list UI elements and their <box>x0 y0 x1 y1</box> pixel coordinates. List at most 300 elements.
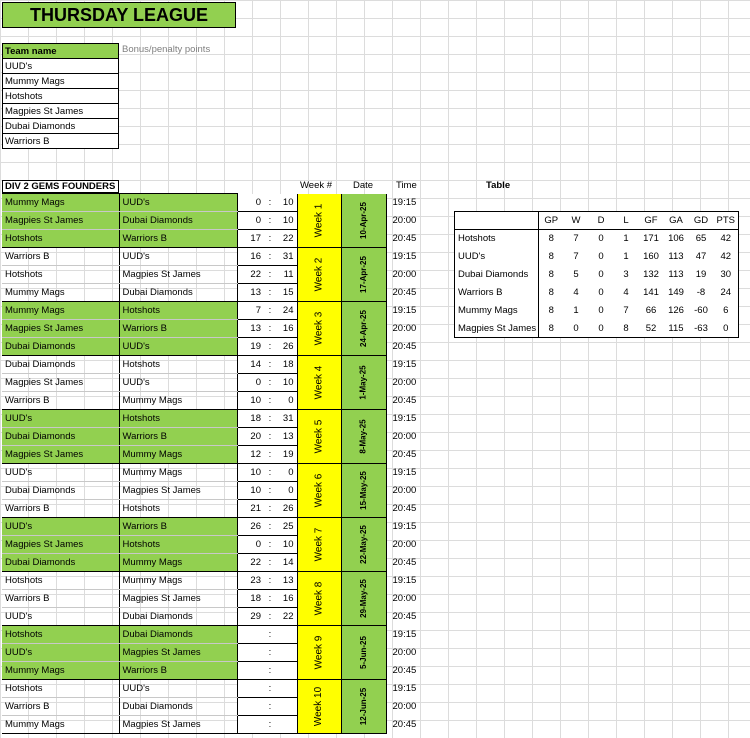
standings-value-cell[interactable]: 7 <box>573 251 579 262</box>
team-row <box>3 59 119 74</box>
standings-row <box>455 266 739 284</box>
home-score-cell[interactable]: 10 <box>237 482 265 500</box>
score-separator: : <box>265 590 275 608</box>
fixture-row <box>2 302 436 320</box>
standings-value-cell[interactable]: 0 <box>598 233 604 245</box>
away-score-cell[interactable]: 22 <box>275 608 297 626</box>
fixture-row <box>2 194 436 212</box>
week-number-cell[interactable] <box>297 626 341 680</box>
away-score-cell[interactable]: 19 <box>275 446 297 464</box>
match-time-cell[interactable]: 20:45 <box>392 287 417 298</box>
away-team-cell[interactable]: Magpies St James <box>119 716 237 734</box>
standings-value-cell[interactable]: 8 <box>548 251 554 262</box>
standings-value-cell[interactable]: 149 <box>668 287 684 298</box>
standings-value-cell[interactable]: 65 <box>695 233 707 245</box>
standings-value-cell[interactable]: 1 <box>573 305 579 316</box>
match-time-cell[interactable]: 20:00 <box>392 377 417 388</box>
standings-value-cell[interactable]: 8 <box>623 322 629 334</box>
home-score-cell[interactable]: 26 <box>237 518 265 536</box>
away-team-cell[interactable]: Magpies St James <box>119 590 237 608</box>
home-score-cell[interactable]: 23 <box>237 572 265 590</box>
away-score-cell[interactable]: 15 <box>275 284 297 302</box>
standings-row <box>455 320 739 338</box>
away-team-cell[interactable]: Hotshots <box>119 302 237 320</box>
away-score-cell[interactable]: 26 <box>275 500 297 518</box>
standings-value-cell[interactable]: 7 <box>573 233 579 245</box>
home-score-cell[interactable] <box>237 662 265 680</box>
away-team-cell[interactable]: UUD's <box>119 338 237 356</box>
home-team-cell[interactable]: UUD's <box>2 518 119 536</box>
score-separator: : <box>265 518 275 536</box>
standings-value-cell[interactable]: 1 <box>623 233 629 245</box>
team-list-header: Team name <box>3 44 119 59</box>
match-time-cell[interactable]: 19:15 <box>392 683 417 694</box>
standings-value-cell[interactable]: 8 <box>548 269 554 280</box>
home-score-cell[interactable]: 10 <box>237 392 265 410</box>
away-team-cell[interactable]: Warriors B <box>119 518 237 536</box>
home-score-cell[interactable] <box>237 698 265 716</box>
away-score-cell[interactable] <box>275 626 297 644</box>
away-score-cell[interactable]: 13 <box>275 572 297 590</box>
fixtures-grid <box>2 193 436 734</box>
standings-column-header: GA <box>664 212 689 230</box>
score-separator: : <box>265 554 275 572</box>
score-separator: : <box>265 644 275 662</box>
team-row <box>3 89 119 104</box>
date-label: 24-Apr-25 <box>359 310 368 347</box>
standings-value-cell[interactable]: 24 <box>720 287 732 298</box>
score-separator: : <box>265 284 275 302</box>
away-team-cell[interactable]: Dubai Diamonds <box>119 284 237 302</box>
standings-value-cell[interactable]: 42 <box>720 233 732 245</box>
away-score-cell[interactable]: 11 <box>275 266 297 284</box>
home-team-cell[interactable]: Warriors B <box>2 500 119 518</box>
away-team-cell[interactable]: Hotshots <box>119 356 237 374</box>
match-time-cell[interactable]: 19:15 <box>392 305 417 316</box>
date-label: 29-May-25 <box>359 579 368 618</box>
score-separator: : <box>265 464 275 482</box>
home-score-cell[interactable]: 20 <box>237 428 265 446</box>
away-score-cell[interactable] <box>275 716 297 734</box>
standings-value-cell[interactable]: 0 <box>598 305 604 316</box>
score-separator: : <box>265 374 275 392</box>
standings-value-cell[interactable]: 171 <box>643 233 659 245</box>
away-team-cell[interactable]: Dubai Diamonds <box>119 626 237 644</box>
home-team-cell[interactable]: Warriors B <box>2 248 119 266</box>
standings-value-cell[interactable]: 0 <box>573 322 579 334</box>
home-team-cell[interactable]: Dubai Diamonds <box>2 356 119 374</box>
standings-value-cell[interactable]: 6 <box>723 305 729 316</box>
standings-value-cell[interactable]: 126 <box>668 305 684 316</box>
home-score-cell[interactable]: 16 <box>237 248 265 266</box>
standings-value-cell[interactable]: 0 <box>598 251 604 262</box>
week-number-cell[interactable] <box>297 464 341 518</box>
score-separator: : <box>265 716 275 734</box>
match-date-cell[interactable] <box>341 194 386 248</box>
match-time-cell[interactable]: 19:15 <box>392 629 417 640</box>
home-score-cell[interactable]: 17 <box>237 230 265 248</box>
home-team-cell[interactable]: Mummy Mags <box>2 662 119 680</box>
match-time-cell[interactable]: 20:45 <box>392 611 417 622</box>
home-team-cell[interactable]: Warriors B <box>2 392 119 410</box>
score-separator: : <box>265 698 275 716</box>
match-date-cell[interactable] <box>341 248 386 302</box>
match-time-cell[interactable]: 19:15 <box>392 251 417 262</box>
away-team-cell[interactable]: Mummy Mags <box>119 464 237 482</box>
score-separator: : <box>265 608 275 626</box>
match-time-cell[interactable]: 19:15 <box>392 521 417 532</box>
away-score-cell[interactable]: 25 <box>275 518 297 536</box>
fixture-row <box>2 356 436 374</box>
home-score-cell[interactable]: 10 <box>237 464 265 482</box>
home-score-cell[interactable] <box>237 680 265 698</box>
match-time-cell[interactable]: 20:00 <box>392 485 417 496</box>
match-date-cell[interactable] <box>341 302 386 356</box>
away-score-cell[interactable]: 10 <box>275 536 297 554</box>
home-team-cell[interactable]: Mummy Mags <box>2 716 119 734</box>
team-row <box>3 119 119 134</box>
away-score-cell[interactable]: 31 <box>275 410 297 428</box>
fixture-row <box>2 626 436 644</box>
away-team-cell[interactable]: Magpies St James <box>119 482 237 500</box>
standings-value-cell[interactable]: 106 <box>668 233 684 245</box>
home-team-cell[interactable]: Hotshots <box>2 572 119 590</box>
match-time-cell[interactable]: 20:45 <box>392 449 417 460</box>
away-score-cell[interactable] <box>275 680 297 698</box>
score-separator: : <box>265 320 275 338</box>
match-time-cell[interactable]: 20:00 <box>392 539 417 550</box>
away-team-cell[interactable]: Magpies St James <box>119 644 237 662</box>
standings-column-header: GF <box>639 212 664 230</box>
home-team-cell[interactable]: Dubai Diamonds <box>2 554 119 572</box>
week-number-cell[interactable] <box>297 248 341 302</box>
standings-row <box>455 284 739 302</box>
week-number-cell[interactable] <box>297 302 341 356</box>
week-number-cell[interactable] <box>297 680 341 734</box>
standings-value-cell[interactable]: -63 <box>694 322 708 334</box>
score-separator: : <box>265 356 275 374</box>
home-team-cell[interactable]: UUD's <box>2 464 119 482</box>
away-score-cell[interactable]: 13 <box>275 428 297 446</box>
match-date-cell[interactable] <box>341 464 386 518</box>
standings-value-cell[interactable]: -8 <box>696 287 706 298</box>
team-name-cell[interactable]: Hotshots <box>3 89 119 104</box>
date-label: 17-Apr-25 <box>359 256 368 293</box>
standings-team-cell[interactable]: Hotshots <box>455 230 539 248</box>
away-score-cell[interactable] <box>275 662 297 680</box>
away-team-cell[interactable]: Hotshots <box>119 410 237 428</box>
home-team-cell[interactable]: Mummy Mags <box>2 302 119 320</box>
standings-value-cell[interactable]: 66 <box>645 305 657 316</box>
week-label: Week 9 <box>313 635 325 670</box>
standings-value-cell[interactable]: 115 <box>668 322 684 334</box>
away-score-cell[interactable] <box>275 644 297 662</box>
away-score-cell[interactable]: 24 <box>275 302 297 320</box>
time-column-header: Time <box>396 180 417 191</box>
match-time-cell[interactable]: 20:45 <box>392 503 417 514</box>
home-team-cell[interactable]: Hotshots <box>2 230 119 248</box>
standings-value-cell[interactable]: 0 <box>598 287 604 298</box>
away-team-cell[interactable]: Dubai Diamonds <box>119 698 237 716</box>
date-column-header: Date <box>353 180 374 191</box>
match-time-cell[interactable]: 19:15 <box>392 413 417 424</box>
home-score-cell[interactable]: 12 <box>237 446 265 464</box>
standings-value-cell[interactable]: 42 <box>720 251 732 262</box>
match-time-cell[interactable]: 20:00 <box>392 431 417 442</box>
standings-column-header: W <box>564 212 589 230</box>
date-label: 10-Apr-25 <box>359 201 368 239</box>
home-team-cell[interactable]: Warriors B <box>2 698 119 716</box>
away-score-cell[interactable]: 0 <box>275 482 297 500</box>
home-score-cell[interactable]: 22 <box>237 554 265 572</box>
week-label: Week 4 <box>313 365 325 400</box>
match-time-cell[interactable]: 20:00 <box>392 323 417 334</box>
home-score-cell[interactable] <box>237 644 265 662</box>
home-team-cell[interactable]: Dubai Diamonds <box>2 428 119 446</box>
standings-value-cell[interactable]: 113 <box>668 251 684 262</box>
standings-value-cell[interactable]: 141 <box>643 287 659 298</box>
standings-value-cell[interactable]: 0 <box>598 269 604 280</box>
standings-value-cell[interactable]: 4 <box>623 287 629 298</box>
match-time-cell[interactable]: 19:15 <box>392 467 417 478</box>
fixture-row <box>2 680 436 698</box>
home-team-cell[interactable]: Mummy Mags <box>2 284 119 302</box>
home-team-cell[interactable]: Dubai Diamonds <box>2 338 119 356</box>
standings-column-header: L <box>614 212 639 230</box>
home-score-cell[interactable]: 0 <box>237 212 265 230</box>
match-time-cell[interactable]: 20:45 <box>392 341 417 352</box>
away-team-cell[interactable]: Mummy Mags <box>119 446 237 464</box>
standings-value-cell[interactable]: 47 <box>695 251 707 262</box>
date-label: 15-May-25 <box>359 471 368 510</box>
score-separator: : <box>265 212 275 230</box>
away-team-cell[interactable]: Mummy Mags <box>119 572 237 590</box>
match-time-cell[interactable]: 19:15 <box>392 575 417 586</box>
home-team-cell[interactable]: Magpies St James <box>2 374 119 392</box>
standings-label: Table <box>486 180 511 191</box>
home-score-cell[interactable]: 0 <box>237 194 265 212</box>
match-date-cell[interactable] <box>341 680 386 734</box>
match-time-cell[interactable]: 20:00 <box>392 593 417 604</box>
standings-column-header: PTS <box>714 212 739 230</box>
home-team-cell[interactable]: UUD's <box>2 608 119 626</box>
home-team-cell[interactable]: Magpies St James <box>2 446 119 464</box>
away-team-cell[interactable]: UUD's <box>119 680 237 698</box>
standings-value-cell[interactable]: 1 <box>623 251 629 262</box>
home-team-cell[interactable]: Magpies St James <box>2 536 119 554</box>
standings-team-cell[interactable]: Warriors B <box>455 284 539 302</box>
home-team-cell[interactable]: Dubai Diamonds <box>2 482 119 500</box>
fixture-row <box>2 572 436 590</box>
standings-value-cell[interactable]: 8 <box>548 305 554 316</box>
standings-value-cell[interactable]: -60 <box>694 305 708 316</box>
home-team-cell[interactable]: Hotshots <box>2 626 119 644</box>
match-time-cell[interactable]: 20:45 <box>392 665 417 676</box>
standings-value-cell[interactable]: 113 <box>668 269 684 280</box>
match-time-cell[interactable]: 19:15 <box>392 359 417 370</box>
standings-column-header: GD <box>689 212 714 230</box>
away-team-cell[interactable]: Hotshots <box>119 536 237 554</box>
standings-value-cell[interactable]: 19 <box>695 269 707 280</box>
match-date-cell[interactable] <box>341 356 386 410</box>
match-time-cell[interactable]: 20:00 <box>392 647 417 658</box>
score-separator: : <box>265 482 275 500</box>
away-team-cell[interactable]: UUD's <box>119 248 237 266</box>
match-time-cell[interactable]: 20:00 <box>392 701 417 712</box>
away-score-cell[interactable]: 26 <box>275 338 297 356</box>
team-name-cell[interactable]: Mummy Mags <box>3 74 119 89</box>
page-title: THURSDAY LEAGUE <box>2 2 236 28</box>
match-time-cell[interactable]: 19:15 <box>392 197 417 208</box>
away-score-cell[interactable]: 10 <box>275 194 297 212</box>
home-score-cell[interactable]: 14 <box>237 356 265 374</box>
standings-value-cell[interactable]: 8 <box>548 322 554 334</box>
away-team-cell[interactable]: Mummy Mags <box>119 554 237 572</box>
away-score-cell[interactable]: 16 <box>275 320 297 338</box>
score-separator: : <box>265 194 275 212</box>
team-name-cell[interactable]: Magpies St James <box>3 104 119 119</box>
score-separator: : <box>265 248 275 266</box>
score-separator: : <box>265 392 275 410</box>
fixture-row <box>2 410 436 428</box>
standings-column-header: D <box>589 212 614 230</box>
match-date-cell[interactable] <box>341 572 386 626</box>
home-team-cell[interactable]: UUD's <box>2 644 119 662</box>
fixture-row <box>2 248 436 266</box>
week-label: Week 3 <box>313 311 325 346</box>
score-separator: : <box>265 302 275 320</box>
home-score-cell[interactable]: 0 <box>237 536 265 554</box>
away-score-cell[interactable]: 18 <box>275 356 297 374</box>
away-team-cell[interactable]: Warriors B <box>119 230 237 248</box>
away-team-cell[interactable]: Warriors B <box>119 662 237 680</box>
away-team-cell[interactable]: Hotshots <box>119 500 237 518</box>
date-label: 1-May-25 <box>359 365 368 400</box>
home-team-cell[interactable]: UUD's <box>2 410 119 428</box>
away-team-cell[interactable]: UUD's <box>119 374 237 392</box>
away-score-cell[interactable]: 22 <box>275 230 297 248</box>
standings-value-cell[interactable]: 0 <box>598 322 604 334</box>
week-number-cell[interactable] <box>297 356 341 410</box>
week-number-cell[interactable] <box>297 194 341 248</box>
standings-team-cell[interactable]: Magpies St James <box>455 320 539 338</box>
week-number-cell[interactable] <box>297 518 341 572</box>
away-team-cell[interactable]: UUD's <box>119 194 237 212</box>
away-team-cell[interactable]: Dubai Diamonds <box>119 608 237 626</box>
home-score-cell[interactable] <box>237 716 265 734</box>
match-time-cell[interactable]: 20:45 <box>392 557 417 568</box>
home-score-cell[interactable]: 21 <box>237 500 265 518</box>
standings-value-cell[interactable]: 8 <box>548 233 554 245</box>
home-score-cell[interactable]: 18 <box>237 590 265 608</box>
away-score-cell[interactable]: 10 <box>275 374 297 392</box>
away-team-cell[interactable]: Warriors B <box>119 428 237 446</box>
standings-value-cell[interactable]: 160 <box>643 251 659 262</box>
away-team-cell[interactable]: Magpies St James <box>119 266 237 284</box>
week-number-cell[interactable] <box>297 572 341 626</box>
match-date-cell[interactable] <box>341 518 386 572</box>
home-team-cell[interactable]: Magpies St James <box>2 212 119 230</box>
match-time-cell[interactable]: 20:45 <box>392 719 417 730</box>
team-name-cell[interactable]: UUD's <box>3 59 119 74</box>
standings-value-cell[interactable]: 30 <box>720 269 732 280</box>
standings-row <box>455 230 739 248</box>
home-score-cell[interactable]: 22 <box>237 266 265 284</box>
score-separator: : <box>265 572 275 590</box>
standings-value-cell[interactable]: 132 <box>643 269 659 280</box>
fixture-row <box>2 464 436 482</box>
week-label: Week 1 <box>313 203 325 238</box>
home-score-cell[interactable]: 0 <box>237 374 265 392</box>
score-separator: : <box>265 662 275 680</box>
home-team-cell[interactable]: Mummy Mags <box>2 194 119 212</box>
away-score-cell[interactable]: 31 <box>275 248 297 266</box>
standings-table <box>454 211 739 338</box>
away-score-cell[interactable]: 0 <box>275 392 297 410</box>
standings-row <box>455 302 739 320</box>
home-score-cell[interactable]: 18 <box>237 410 265 428</box>
away-team-cell[interactable]: Mummy Mags <box>119 392 237 410</box>
match-time-cell[interactable]: 20:00 <box>392 269 417 280</box>
match-time-cell[interactable]: 20:00 <box>392 215 417 226</box>
week-label: Week 7 <box>313 527 325 562</box>
standings-team-cell[interactable]: Dubai Diamonds <box>455 266 539 284</box>
match-time-cell[interactable]: 20:45 <box>392 233 417 244</box>
home-score-cell[interactable]: 13 <box>237 284 265 302</box>
standings-value-cell[interactable]: 7 <box>623 305 629 316</box>
standings-value-cell[interactable]: 3 <box>623 269 629 280</box>
away-score-cell[interactable]: 16 <box>275 590 297 608</box>
home-team-cell[interactable]: Hotshots <box>2 680 119 698</box>
standings-team-cell[interactable]: Mummy Mags <box>455 302 539 320</box>
home-score-cell[interactable]: 29 <box>237 608 265 626</box>
standings-value-cell[interactable]: 5 <box>573 269 579 280</box>
home-score-cell[interactable] <box>237 626 265 644</box>
home-team-cell[interactable]: Magpies St James <box>2 320 119 338</box>
fixtures-header: DIV 2 GEMS FOUNDERS <box>2 180 119 193</box>
match-date-cell[interactable] <box>341 626 386 680</box>
away-score-cell[interactable]: 0 <box>275 464 297 482</box>
score-separator: : <box>265 446 275 464</box>
date-label: 12-Jun-25 <box>358 687 368 726</box>
away-score-cell[interactable] <box>275 698 297 716</box>
away-score-cell[interactable]: 14 <box>275 554 297 572</box>
home-score-cell[interactable]: 13 <box>237 320 265 338</box>
standings-value-cell[interactable]: 4 <box>573 287 579 298</box>
match-time-cell[interactable]: 20:45 <box>392 395 417 406</box>
week-column-header: Week # <box>300 180 333 191</box>
away-score-cell[interactable]: 10 <box>275 212 297 230</box>
home-team-cell[interactable]: Warriors B <box>2 590 119 608</box>
team-name-cell[interactable]: Dubai Diamonds <box>3 119 119 134</box>
week-label: Week 10 <box>313 686 325 727</box>
standings-value-cell[interactable]: 8 <box>548 287 554 298</box>
team-name-cell[interactable]: Warriors B <box>3 134 119 149</box>
week-number-cell[interactable] <box>297 410 341 464</box>
home-team-cell[interactable]: Hotshots <box>2 266 119 284</box>
match-date-cell[interactable] <box>341 410 386 464</box>
home-score-cell[interactable]: 19 <box>237 338 265 356</box>
home-score-cell[interactable]: 7 <box>237 302 265 320</box>
standings-team-cell[interactable]: UUD's <box>455 248 539 266</box>
standings-value-cell[interactable]: 52 <box>645 322 657 334</box>
away-team-cell[interactable]: Warriors B <box>119 320 237 338</box>
standings-team-header <box>455 212 539 230</box>
score-separator: : <box>265 500 275 518</box>
standings-value-cell[interactable]: 0 <box>723 322 729 334</box>
score-separator: : <box>265 626 275 644</box>
away-team-cell[interactable]: Dubai Diamonds <box>119 212 237 230</box>
